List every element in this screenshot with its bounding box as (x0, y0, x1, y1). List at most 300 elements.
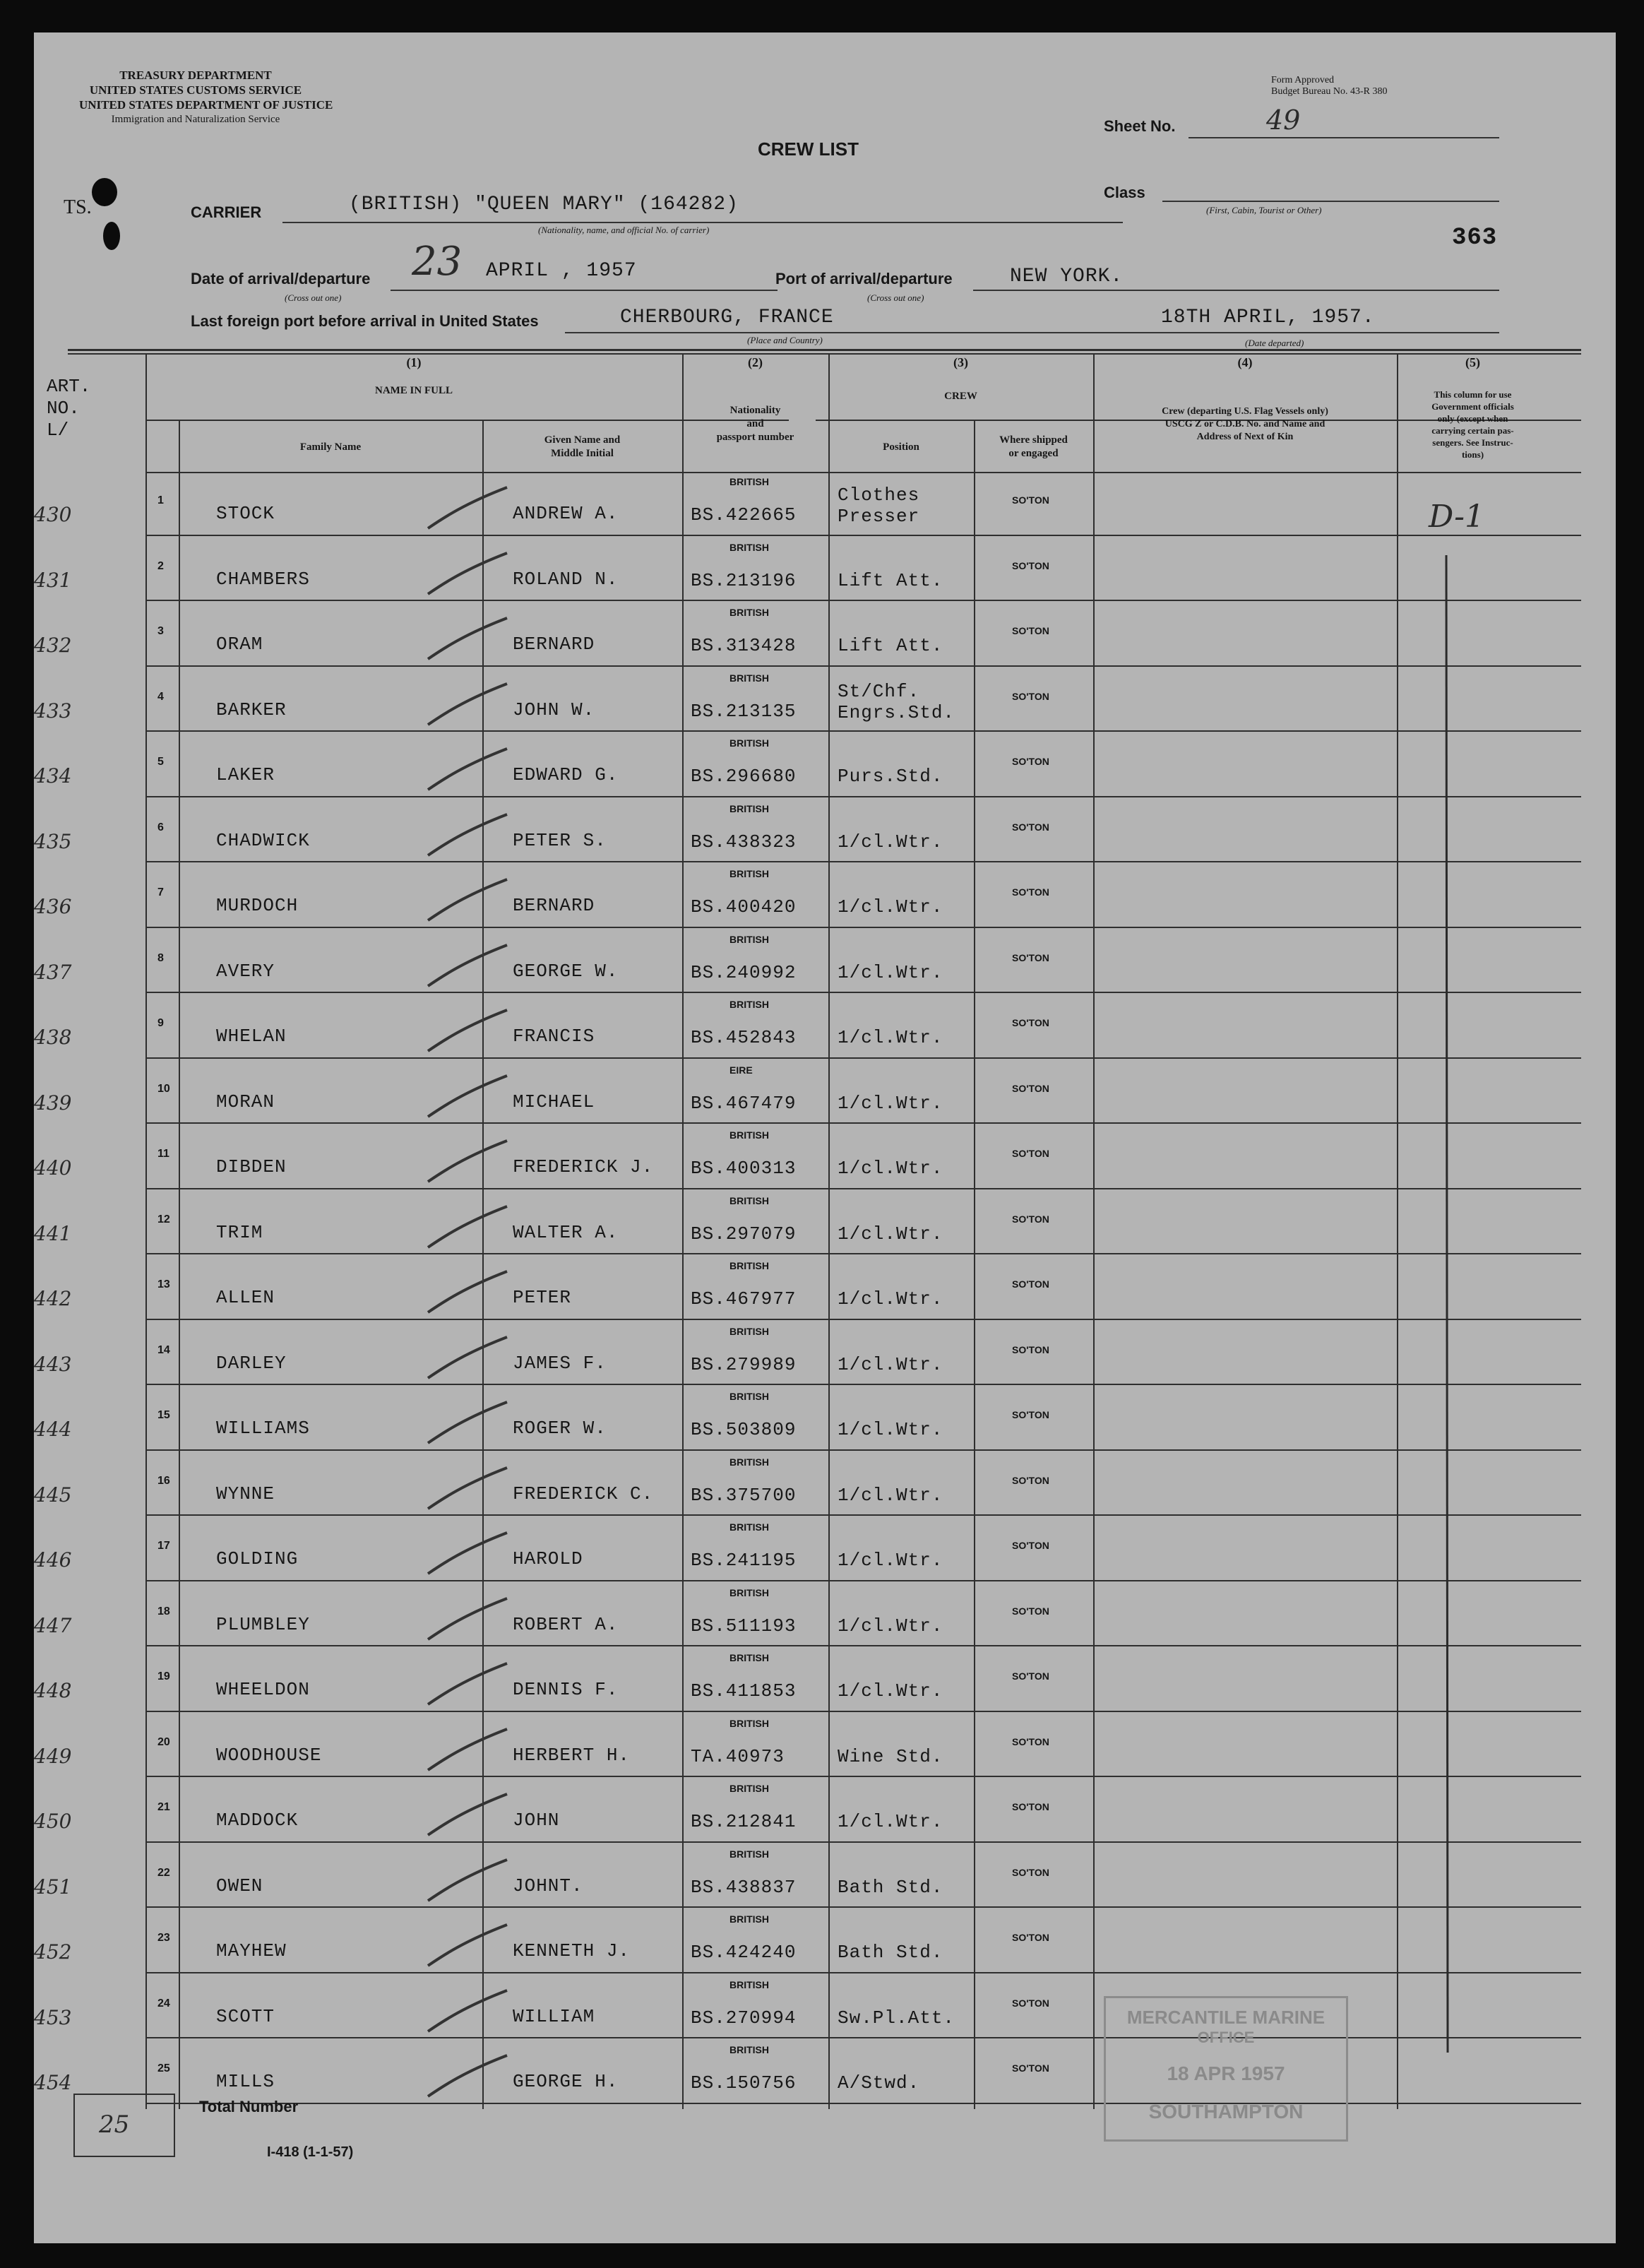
nationality: BRITISH (729, 868, 769, 879)
passport-number: BS.422665 (691, 504, 797, 526)
table-row-divider (145, 665, 1581, 667)
row-number: 21 (157, 1801, 170, 1813)
passport-number: BS.150756 (691, 2072, 797, 2094)
position: 1/cl.Wtr. (838, 1158, 943, 1179)
col-line-family (179, 420, 180, 2109)
family-name: ALLEN (216, 1287, 275, 1308)
table-row-divider (145, 1841, 1581, 1843)
art-number: 452 (34, 1940, 72, 1964)
nationality: BRITISH (729, 1129, 769, 1141)
check-mark-icon (394, 740, 521, 797)
where-shipped: SO'TON (1012, 756, 1049, 767)
art-number: 431 (34, 568, 72, 592)
given-name: FRANCIS (513, 1026, 595, 1047)
art-header: ART. NO. L/ (47, 376, 91, 441)
given-name: GEORGE H. (513, 2071, 619, 2092)
table-row-divider (145, 600, 1581, 601)
col5-number: (5) (1465, 355, 1480, 369)
art-number: 440 (34, 1156, 72, 1180)
art-number: 437 (34, 960, 72, 984)
position: 1/cl.Wtr. (838, 1353, 943, 1375)
passport-number: BS.279989 (691, 1353, 797, 1375)
col1-number: (1) (406, 355, 422, 369)
nationality: BRITISH (729, 1978, 769, 1990)
header-bottom (145, 472, 1581, 473)
nationality: BRITISH (729, 933, 769, 945)
class-label: Class (1104, 184, 1145, 201)
position: Bath Std. (838, 1876, 943, 1898)
nationality: BRITISH (729, 1521, 769, 1533)
family-name: DIBDEN (216, 1156, 287, 1177)
art-number: 434 (34, 764, 72, 788)
check-mark-icon (394, 1590, 521, 1646)
passport-number: BS.467977 (691, 1288, 797, 1310)
check-mark-icon (394, 1329, 521, 1385)
family-name: MURDOCH (216, 895, 299, 916)
check-mark-icon (394, 610, 521, 666)
where-shipped: SO'TON (1012, 821, 1049, 833)
nationality: BRITISH (729, 607, 769, 618)
position: 1/cl.Wtr. (838, 1615, 943, 1637)
row-number: 23 (157, 1932, 170, 1944)
row-number: 3 (157, 625, 164, 637)
nationality: BRITISH (729, 1260, 769, 1271)
given-name: MICHAEL (513, 1091, 595, 1112)
table-top-border (68, 349, 1581, 351)
art-number: 445 (34, 1483, 72, 1507)
art-number: 430 (34, 503, 72, 526)
where-shipped: SO'TON (1012, 1801, 1049, 1812)
table-row-divider (145, 1906, 1581, 1908)
arrival-day: 23 (412, 239, 463, 285)
class-hint: (First, Cabin, Tourist or Other) (1206, 205, 1322, 215)
family-name: WOODHOUSE (216, 1744, 322, 1766)
agency-header (79, 68, 333, 112)
art-number: 443 (34, 1352, 72, 1376)
position: 1/cl.Wtr. (838, 1419, 943, 1440)
sheet-underline (1189, 137, 1499, 138)
sheet-label: Sheet No. (1104, 117, 1176, 135)
family-name: DARLEY (216, 1352, 287, 1374)
passport-number: BS.467479 (691, 1092, 797, 1114)
row-number: 18 (157, 1605, 170, 1617)
table-row-divider (145, 992, 1581, 993)
table-row-divider (145, 1580, 1581, 1581)
art-number: 435 (34, 829, 72, 853)
row-number: 20 (157, 1735, 170, 1748)
port-cross-out-hint: (Cross out one) (867, 292, 924, 303)
check-mark-icon (394, 675, 521, 732)
nationality: BRITISH (729, 1325, 769, 1337)
art-number: 436 (34, 895, 72, 918)
check-mark-icon (394, 2047, 521, 2103)
given-name: ANDREW A. (513, 503, 619, 524)
where-shipped: SO'TON (1012, 951, 1049, 963)
where-shipped: SO'TON (1012, 1082, 1049, 1094)
given-name: HAROLD (513, 1548, 583, 1569)
given-name: JAMES F. (513, 1352, 607, 1374)
sheet-number: 49 (1266, 105, 1301, 136)
table-top-border-2 (68, 353, 1581, 355)
row-number: 19 (157, 1670, 170, 1682)
nationality: BRITISH (729, 672, 769, 684)
row-number: 17 (157, 1540, 170, 1552)
family-name: AVERY (216, 960, 275, 982)
where-shipped-header: Where shipped or engaged (999, 434, 1068, 459)
art-number: 451 (34, 1875, 72, 1899)
row-number: 15 (157, 1409, 170, 1421)
budget-bureau: Budget Bureau No. 43-R 380 (1271, 86, 1388, 97)
given-name: DENNIS F. (513, 1679, 619, 1700)
col-line-position (828, 355, 830, 2109)
nationality: BRITISH (729, 1783, 769, 1794)
port-value: NEW YORK. (1010, 266, 1124, 287)
given-name: EDWARD G. (513, 764, 619, 785)
check-mark-icon (394, 1394, 521, 1450)
passport-number: BS.313428 (691, 635, 797, 656)
where-shipped: SO'TON (1012, 625, 1049, 636)
family-name: CHADWICK (216, 829, 310, 851)
row-number: 1 (157, 494, 164, 506)
total-value: 25 (99, 2110, 130, 2139)
nationality: BRITISH (729, 2044, 769, 2055)
given-name: ROBERT A. (513, 1613, 619, 1635)
art-number: 453 (34, 2005, 72, 2029)
where-shipped: SO'TON (1012, 1605, 1049, 1617)
position-header: Position (883, 441, 919, 453)
position: 1/cl.Wtr. (838, 1550, 943, 1571)
nationality: BRITISH (729, 1913, 769, 1925)
table-row-divider (145, 1384, 1581, 1385)
arrival-underline (391, 290, 778, 291)
given-name: GEORGE W. (513, 960, 619, 982)
nationality: BRITISH (729, 1717, 769, 1729)
given-name: WALTER A. (513, 1221, 619, 1243)
given-name: FREDERICK C. (513, 1483, 654, 1504)
passport-number: BS.438323 (691, 831, 797, 853)
check-mark-icon (394, 871, 521, 927)
art-number: 450 (34, 1810, 72, 1833)
where-shipped: SO'TON (1012, 1735, 1049, 1747)
passport-number: BS.424240 (691, 1942, 797, 1963)
family-name: MILLS (216, 2071, 275, 2092)
family-name: BARKER (216, 699, 287, 720)
where-shipped: SO'TON (1012, 1670, 1049, 1682)
passport-number: BS.511193 (691, 1615, 797, 1637)
art-number: 454 (34, 2071, 72, 2094)
where-shipped: SO'TON (1012, 559, 1049, 571)
given-name: FREDERICK J. (513, 1156, 654, 1177)
col3-title: CREW (944, 391, 977, 402)
position: 1/cl.Wtr. (838, 896, 943, 918)
col4-number: (4) (1237, 355, 1253, 369)
row-number: 6 (157, 821, 164, 833)
passport-number: BS.240992 (691, 961, 797, 983)
row-number: 14 (157, 1343, 170, 1356)
nationality: BRITISH (729, 1652, 769, 1663)
check-mark-icon (394, 1067, 521, 1124)
art-number: 449 (34, 1744, 72, 1768)
where-shipped: SO'TON (1012, 2062, 1049, 2074)
row-number: 10 (157, 1082, 170, 1095)
family-name: WYNNE (216, 1483, 275, 1504)
port-underline (973, 290, 1499, 291)
check-mark-icon (394, 1263, 521, 1319)
carrier-hint: (Nationality, name, and official No. of carrier) (538, 225, 710, 235)
where-shipped: SO'TON (1012, 1343, 1049, 1355)
position: Bath Std. (838, 1942, 943, 1963)
nationality: BRITISH (729, 1586, 769, 1598)
customs-line: UNITED STATES CUSTOMS SERVICE (89, 83, 302, 97)
justice-line: UNITED STATES DEPARTMENT OF JUSTICE (79, 98, 333, 112)
family-name: MADDOCK (216, 1810, 299, 1831)
given-name: PETER S. (513, 829, 607, 851)
table-row-divider (145, 1514, 1581, 1516)
row-number: 2 (157, 559, 164, 572)
passport-number: BS.270994 (691, 2007, 797, 2029)
check-mark-icon (394, 1916, 521, 1973)
row-number: 11 (157, 1148, 169, 1160)
table-row-divider (145, 1776, 1581, 1777)
family-name-header: Family Name (299, 441, 362, 453)
row-number: 25 (157, 2062, 170, 2074)
passport-number: BS.411853 (691, 1680, 797, 1702)
where-shipped: SO'TON (1012, 1997, 1049, 2009)
carrier-label: CARRIER (191, 203, 262, 221)
where-shipped: SO'TON (1012, 1409, 1049, 1420)
given-name: JOHN W. (513, 699, 595, 720)
col2-number: (2) (748, 355, 763, 369)
position: 1/cl.Wtr. (838, 961, 943, 983)
passport-number: BS.213135 (691, 700, 797, 722)
art-number: 447 (34, 1613, 72, 1637)
given-name: WILLIAM (513, 2005, 595, 2027)
table-row-divider (145, 1057, 1581, 1059)
check-mark-icon (394, 479, 521, 535)
family-name: TRIM (216, 1221, 263, 1243)
given-name-header: Given Name and Middle Initial (544, 434, 621, 459)
position: Clothes Presser (838, 485, 920, 527)
family-name: WHELAN (216, 1026, 287, 1047)
table-row-divider (145, 1449, 1581, 1451)
check-mark-icon (394, 937, 521, 993)
check-mark-icon (394, 1786, 521, 1842)
table-row-divider (145, 796, 1581, 797)
nationality: BRITISH (729, 541, 769, 553)
check-mark-icon (394, 1655, 521, 1711)
given-name: HERBERT H. (513, 1744, 631, 1766)
last-port-value: CHERBOURG, FRANCE (620, 307, 834, 328)
class-underline (1162, 201, 1499, 202)
where-shipped: SO'TON (1012, 494, 1049, 506)
family-name: STOCK (216, 503, 275, 524)
row-number: 16 (157, 1474, 170, 1487)
passport-number: BS.297079 (691, 1223, 797, 1245)
position: 1/cl.Wtr. (838, 1223, 943, 1245)
family-name: PLUMBLEY (216, 1613, 310, 1635)
where-shipped: SO'TON (1012, 690, 1049, 702)
family-name: CHAMBERS (216, 568, 310, 590)
art-number: 432 (34, 634, 72, 657)
check-mark-icon (394, 806, 521, 862)
check-mark-icon (394, 1198, 521, 1254)
row-number: 9 (157, 1017, 164, 1029)
given-name: ROLAND N. (513, 568, 619, 590)
row-number: 5 (157, 756, 164, 768)
where-shipped: SO'TON (1012, 1213, 1049, 1225)
given-name: BERNARD (513, 895, 595, 916)
last-port-underline (565, 332, 1082, 333)
col-line-col4 (1093, 355, 1095, 2109)
family-name: MAYHEW (216, 1940, 287, 1961)
arrival-cross-out-hint: (Cross out one) (285, 292, 342, 303)
date-departed-hint: (Date departed) (1245, 338, 1304, 348)
family-name: SCOTT (216, 2005, 275, 2027)
given-name: JOHN (513, 1810, 560, 1831)
art-number: 438 (34, 1026, 72, 1049)
mercantile-marine-stamp (1104, 1996, 1348, 2142)
art-number: 433 (34, 699, 72, 723)
position: 1/cl.Wtr. (838, 1680, 943, 1702)
where-shipped: SO'TON (1012, 1278, 1049, 1290)
port-label: Port of arrival/departure (775, 270, 953, 287)
position: St/Chf. Engrs.Std. (838, 680, 955, 723)
table-row-divider (145, 2103, 1581, 2104)
check-mark-icon (394, 1721, 521, 1777)
position: 1/cl.Wtr. (838, 831, 943, 853)
table-row-divider (145, 1188, 1581, 1189)
position: Sw.Pl.Att. (838, 2007, 955, 2029)
position: Wine Std. (838, 1745, 943, 1767)
given-name: BERNARD (513, 634, 595, 655)
family-name: OWEN (216, 1875, 263, 1896)
art-number: 442 (34, 1287, 72, 1310)
stamp-line1: MERCANTILE MARINE (1126, 2007, 1326, 2028)
passport-number: BS.400313 (691, 1158, 797, 1179)
position: A/Stwd. (838, 2072, 920, 2094)
form-number: I-418 (1-1-57) (267, 2144, 354, 2160)
stamp-line4: SOUTHAMPTON (1148, 2101, 1304, 2122)
punch-hole-top (92, 178, 117, 206)
row-number: 24 (157, 1997, 170, 2009)
check-mark-icon (394, 1132, 521, 1189)
where-shipped: SO'TON (1012, 1540, 1049, 1551)
position: 1/cl.Wtr. (838, 1027, 943, 1048)
arrival-date-value: APRIL , 1957 (486, 260, 637, 282)
nationality: BRITISH (729, 1194, 769, 1206)
position: Purs.Std. (838, 766, 943, 787)
table-row-divider (145, 2037, 1581, 2038)
nationality: BRITISH (729, 476, 769, 487)
nationality: BRITISH (729, 1456, 769, 1468)
col-line-where (974, 420, 975, 2109)
total-label: Total Number (199, 2098, 299, 2115)
passport-number: BS.296680 (691, 766, 797, 787)
passport-number: BS.241195 (691, 1550, 797, 1571)
page-number: 363 (1452, 225, 1498, 251)
col5-vertical-mark (1439, 555, 1460, 2060)
family-name: ORAM (216, 634, 263, 655)
nationality: EIRE (729, 1064, 753, 1076)
where-shipped: SO'TON (1012, 886, 1049, 898)
art-number: 446 (34, 1548, 72, 1572)
art-number: 441 (34, 1221, 72, 1245)
carrier-value: (BRITISH) "QUEEN MARY" (164282) (349, 194, 739, 215)
position: 1/cl.Wtr. (838, 1811, 943, 1832)
ts-mark: TS. (64, 196, 92, 218)
passport-number: BS.212841 (691, 1811, 797, 1832)
table-row-divider (145, 1972, 1581, 1973)
passport-number: BS.400420 (691, 896, 797, 918)
nationality: BRITISH (729, 1848, 769, 1860)
table-row-divider (145, 730, 1581, 732)
table-row-divider (145, 535, 1581, 536)
passport-number: BS.213196 (691, 569, 797, 591)
arrival-date-label: Date of arrival/departure (191, 270, 371, 287)
family-name: WHEELDON (216, 1679, 310, 1700)
given-name: ROGER W. (513, 1418, 607, 1439)
passport-number: BS.503809 (691, 1419, 797, 1440)
given-name: PETER (513, 1287, 572, 1308)
date-departed-underline (1072, 332, 1499, 333)
where-shipped: SO'TON (1012, 1148, 1049, 1159)
table-row-divider (145, 1319, 1581, 1320)
col2-title: Nationality and passport number (716, 405, 794, 443)
table-row-divider (145, 1711, 1581, 1712)
passport-number: BS.438837 (691, 1876, 797, 1898)
col-line-rownum (145, 355, 147, 2109)
check-mark-icon (394, 545, 521, 601)
check-mark-icon (394, 1459, 521, 1516)
place-hint: (Place and Country) (747, 335, 823, 345)
check-mark-icon (394, 1002, 521, 1058)
form-approved: Form Approved (1271, 75, 1335, 85)
stamp-date: 18 APR 1957 (1167, 2062, 1285, 2084)
nationality: BRITISH (729, 999, 769, 1010)
check-mark-icon (394, 1982, 521, 2038)
nationality: BRITISH (729, 802, 769, 814)
art-number: 448 (34, 1679, 72, 1702)
col1-title: NAME IN FULL (374, 385, 453, 396)
col4-title: Crew (departing U.S. Flag Vessels only) USCG Z or C.D.B. No. and Name and Address of Next of Kin (1162, 406, 1328, 442)
row-number: 13 (157, 1278, 170, 1290)
treasury-line: TREASURY DEPARTMENT (119, 69, 272, 82)
row-number: 12 (157, 1213, 170, 1225)
position: Lift Att. (838, 635, 943, 656)
table-row-divider (145, 1645, 1581, 1646)
check-mark-icon (394, 1851, 521, 1908)
punch-hole-bottom (103, 222, 120, 250)
col5-title: This column for use Government officials only (except when carrying certain pas- sengers. See Instruc- tions) (1431, 389, 1514, 460)
row-number: 22 (157, 1866, 170, 1879)
table-row-divider (145, 1122, 1581, 1124)
table-row-divider (145, 861, 1581, 862)
row-number: 8 (157, 951, 164, 964)
table-row-divider (145, 927, 1581, 928)
col5-note: D-1 (1429, 499, 1484, 535)
where-shipped: SO'TON (1012, 1017, 1049, 1028)
art-number: 439 (34, 1091, 72, 1115)
last-port-label: Last foreign port before arrival in United States (191, 312, 539, 330)
row-number: 7 (157, 886, 164, 898)
family-name: GOLDING (216, 1548, 299, 1569)
ins-line: Immigration and Naturalization Service (111, 114, 280, 125)
col-line-nationality (682, 355, 684, 2109)
where-shipped: SO'TON (1012, 1866, 1049, 1878)
position: 1/cl.Wtr. (838, 1288, 943, 1310)
date-departed-value: 18TH APRIL, 1957. (1161, 307, 1375, 328)
passport-number: BS.375700 (691, 1484, 797, 1506)
